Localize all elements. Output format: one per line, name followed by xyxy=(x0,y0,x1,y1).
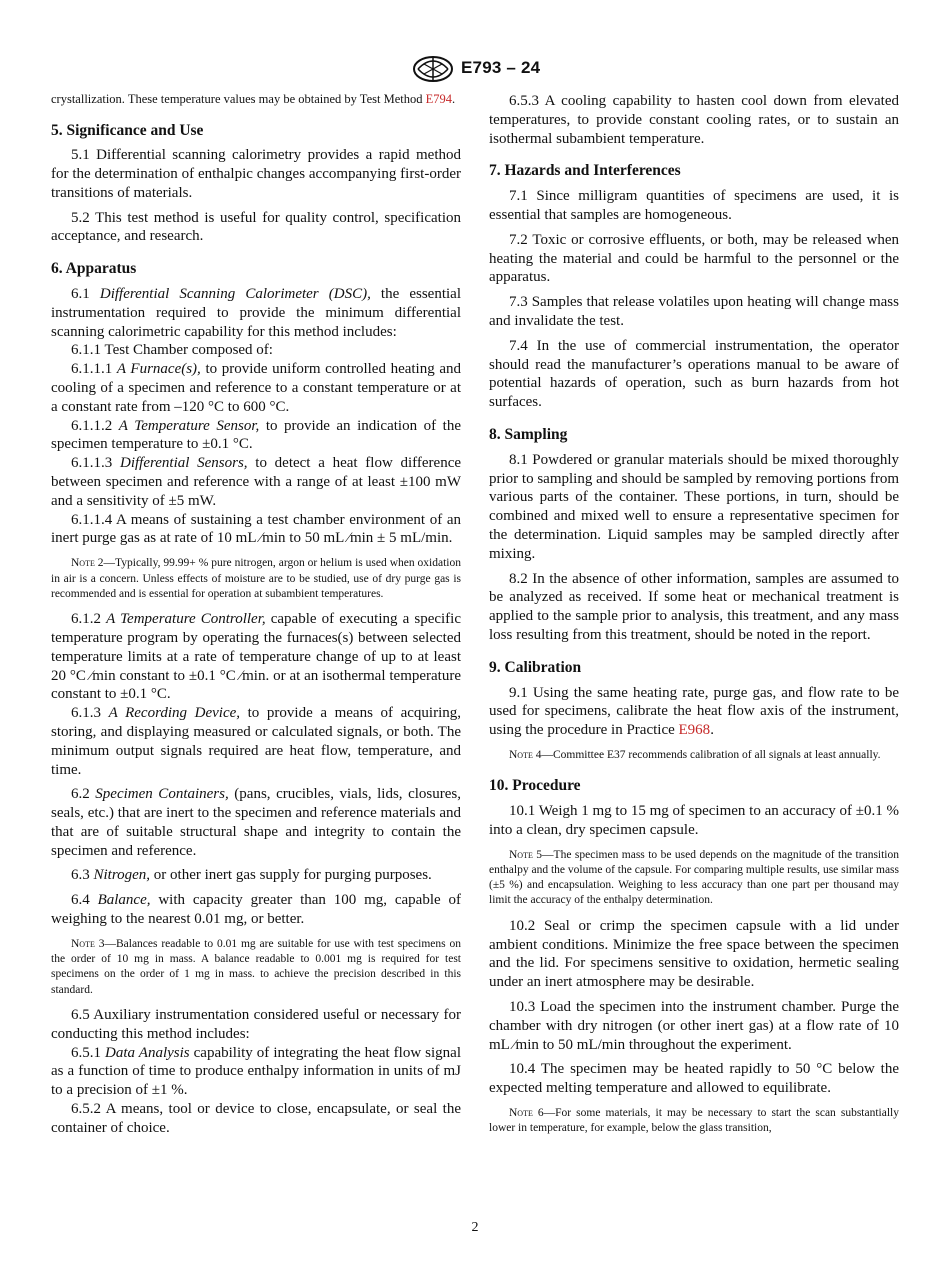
para-6-5-2: 6.5.2 A means, tool or device to close, encapsulate, or seal the container of choice. xyxy=(51,1101,461,1136)
standard-designation: E793 – 24 xyxy=(461,58,541,77)
para-6-3: 6.3 Nitrogen, or other inert gas supply for purging purposes. xyxy=(71,867,432,884)
section-10-heading: 10. Procedure xyxy=(489,777,581,795)
para-10-1: 10.1 Weigh 1 mg to 15 mg of specimen to an accuracy of ±0.1 % into a clean, dry specimen capsule. xyxy=(489,803,899,838)
para-6-5: 6.5 Auxiliary instrumentation considered useful or necessary for conducting this method includes: xyxy=(51,1007,461,1042)
right-column xyxy=(489,92,899,1145)
para-6-2: 6.2 Specimen Containers, (pans, crucibles, vials, lids, closures, seals, etc.) that are inert to the specimen and reference materials and that are of suitable structural shape and integrity to contain the specimen and reference. xyxy=(51,786,461,859)
para-6-1-3: 6.1.3 A Recording Device, to provide a means of acquiring, storing, and displaying measured or calculated signals, or both. The minimum output signals required are heat flow, temperature, and time. xyxy=(51,705,462,778)
note-3: Note 3—Balances readable to 0.01 mg are suitable for use with test specimens on the order of 10 mg in mass. A balance readable to 0.001 mg is required for test specimens on the order of 1 mg in mass. to achieve the precision described in this standard. xyxy=(51,937,461,996)
para-7-2: 7.2 Toxic or corrosive effluents, or both, may be released when heating the material and could be harmful to the personnel or the apparatus. xyxy=(489,231,899,286)
para-8-1: 8.1 Powdered or granular materials should be mixed thoroughly prior to sampling and should be sampled by removing portions from various parts of the container. These portions, in turn, should be combined and mixed well to ensure a representative specimen for the determination. Liquid samples may be sampled directly after mixing. xyxy=(489,451,899,562)
section-7-heading: 7. Hazards and Interferences xyxy=(489,162,681,180)
para-7-1: 7.1 Since milligram quantities of specimens are used, it is essential that samples are homogeneous. xyxy=(489,188,899,223)
para-7-3: 7.3 Samples that release volatiles upon heating will change mass and invalidate the test. xyxy=(489,294,899,329)
para-8-2: 8.2 In the absence of other information, samples are assumed to be analyzed as received. If some heat or mechanical treatment is applied to the sample prior to analysis, this treatment, and any mass loss resulting from this treatment, should be noted in the report. xyxy=(489,570,899,643)
para-5-2: 5.2 This test method is useful for quality control, specification acceptance, and research. xyxy=(51,209,461,245)
para-6-1-1-3: 6.1.1.3 Differential Sensors, to detect a heat flow difference between specimen and reference with a range of at least ±100 mW and a sensitivity of ±5 mW. xyxy=(51,455,462,509)
para-6-5-3: 6.5.3 A cooling capability to hasten cool down from elevated temperatures, to provide constant cooling rates, or to sustain an isothermal subambient temperature. xyxy=(489,93,899,147)
note-4: Note 4—Committee E37 recommends calibration of all signals at least annually. xyxy=(509,748,881,761)
para-6-1: 6.1 Differential Scanning Calorimeter (DSC), the essential instrumentation required to provide the minimum differential scanning calorimetric capability for this method includes: xyxy=(51,286,462,340)
para-6-4: 6.4 Balance, with capacity greater than 100 mg, capable of weighing to the nearest 0.01 mg, or better. xyxy=(51,892,461,928)
section-5-heading: 5. Significance and Use xyxy=(51,121,204,139)
ref-e968-link[interactable]: E968 xyxy=(678,722,711,739)
continued-paragraph: crystallization. These temperature values may be obtained by Test Method E794. xyxy=(51,92,456,106)
para-6-1-2: 6.1.2 A Temperature Controller, capable of executing a specific temperature program by operating the furnaces(s) between selected temperature limits at a rate of temperature change of up to at least 20 °C ⁄min constant to ±0.1 °C ⁄min. or at an isothermal temperature constant to ±0.1 °C. xyxy=(51,611,462,703)
para-6-1-1-1: 6.1.1.1 A Furnace(s), to provide uniform controlled heating and cooling of a specimen and reference to a constant temperature or at a constant rate from –120 °C to 600 °C. xyxy=(51,361,462,415)
para-6-1-1-2: 6.1.1.2 A Temperature Sensor, to provide an indication of the specimen temperature to ±0.1 °C. xyxy=(51,417,461,453)
page-header xyxy=(0,55,950,85)
section-6-heading: 6. Apparatus xyxy=(51,260,137,278)
note-2: Note 2—Typically, 99.99+ % pure nitrogen, argon or helium is used when oxidation in air is a concern. Unless effects of moisture are to be studied, use of dry purge gas is recommended and is essential for operation at subambient temperatures. xyxy=(51,557,461,600)
astm-logo-icon xyxy=(412,55,454,83)
page-number: 2 xyxy=(471,1220,479,1235)
note-6: Note 6—For some materials, it may be necessary to start the scan substantially lower in temperature, for example, below the glass transition, xyxy=(489,1106,899,1135)
para-10-2: 10.2 Seal or crimp the specimen capsule with a lid under ambient conditions. Minimize the free space between the specimen and the lid. For specimens sensitive to oxidation, hermetic sealing under an inert atmosphere may be desirable. xyxy=(489,917,899,991)
para-6-5-1: 6.5.1 Data Analysis capability of integrating the heat flow signal as a function of time to produce enthalpy information in units of mJ to a precision of ±1 %. xyxy=(51,1044,462,1099)
note-5: Note 5—The specimen mass to be used depends on the magnitude of the transition enthalpy and the volume of the capsule. For comparing multiple results, use similar mass (±5 %) and encapsulation. Weighing to less accuracy than one part per thousand may limit the accuracy of the enthalpy determination. xyxy=(489,848,899,907)
ref-e794-link[interactable]: E794 xyxy=(425,92,452,106)
section-8-heading: 8. Sampling xyxy=(489,425,568,443)
para-6-1-1: 6.1.1 Test Chamber composed of: xyxy=(71,342,273,359)
left-column xyxy=(51,92,461,1138)
para-9-1: 9.1 Using the same heating rate, purge gas, and flow rate to be used for specimens, calibrate the heat flow axis of the instrument, using the procedure in Practice E968. xyxy=(489,684,899,739)
section-9-heading: 9. Calibration xyxy=(489,658,582,676)
para-7-4: 7.4 In the use of commercial instrumentation, the operator should read the manufacturer’s operations manual to be aware of potential hazards of operation, such as burn hazards from hot surfaces. xyxy=(489,337,899,411)
para-5-1: 5.1 Differential scanning calorimetry provides a rapid method for the determination of enthalpic changes accompanying first-order transitions of materials. xyxy=(51,147,461,201)
para-6-1-1-4: 6.1.1.4 A means of sustaining a test chamber environment of an inert purge gas as at rate of 10 mL ⁄min to 50 mL ⁄min ± 5 mL/min. xyxy=(51,511,461,547)
para-10-3: 10.3 Load the specimen into the instrument chamber. Purge the chamber with dry nitrogen (or other inert gas) at a flow rate of 10 mL ⁄min to 50 mL/min throughout the experiment. xyxy=(489,998,899,1053)
para-10-4: 10.4 The specimen may be heated rapidly to 50 °C below the expected melting temperature and allowed to equilibrate. xyxy=(489,1061,899,1097)
